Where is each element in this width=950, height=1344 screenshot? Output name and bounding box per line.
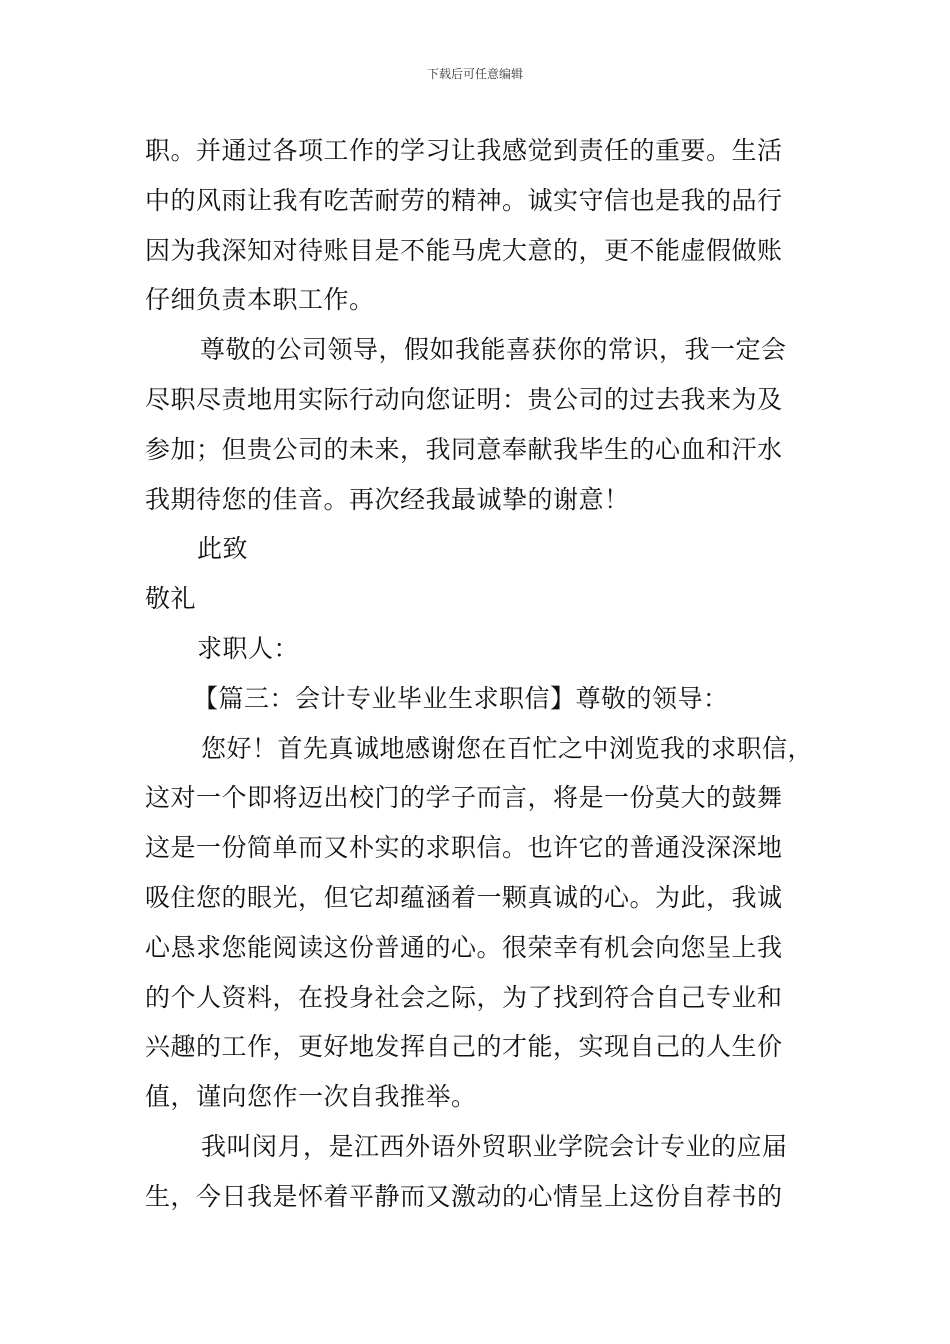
paragraph-line: 这对一个即将迈出校门的学子而言，将是一份莫大的鼓舞 (145, 783, 783, 813)
paragraph-line: 因为我深知对待账目是不能马虎大意的，更不能虚假做账 (145, 235, 783, 265)
paragraph-line: 值，谨向您作一次自我推举。 (145, 1082, 477, 1112)
paragraph-line: 仔细负责本职工作。 (145, 285, 375, 315)
paragraph-line: 吸住您的眼光，但它却蕴涵着一颗真诚的心。为此，我诚 (145, 882, 783, 912)
document-body (145, 126, 845, 1222)
paragraph-line: 中的风雨让我有吃苦耐劳的精神。诚实守信也是我的品行 (145, 185, 783, 215)
paragraph-line: 心恳求您能阅读这份普通的心。很荣幸有机会向您呈上我 (145, 932, 783, 962)
paragraph-line: 的个人资料，在投身社会之际，为了找到符合自己专业和 (145, 982, 783, 1012)
closing-salutation: 此致 (197, 534, 249, 564)
paragraph-line: 生，今日我是怀着平静而又激动的心情呈上这份自荐书的 (145, 1181, 783, 1211)
paragraph-line: 我叫闵月，是江西外语外贸职业学院会计专业的应届 (201, 1131, 788, 1161)
paragraph-line: 您好！首先真诚地感谢您在百忙之中浏览我的求职信， (201, 733, 814, 763)
page-header-note: 下载后可任意编辑 (426, 67, 523, 81)
paragraph-line: 尊敬的公司领导，假如我能喜获你的常识，我一定会 (200, 335, 787, 365)
paragraph-line: 兴趣的工作，更好地发挥自己的才能，实现自己的人生价 (145, 1032, 783, 1062)
paragraph-line: 职。并通过各项工作的学习让我感觉到责任的重要。生活 (145, 136, 783, 165)
paragraph-line: 我期待您的佳音。再次经我最诚挚的谢意！ (145, 484, 630, 514)
paragraph-line: 这是一份简单而又朴实的求职信。也许它的普通没深深地 (145, 833, 783, 863)
closing-regards: 敬礼 (145, 584, 197, 614)
paragraph-line: 参加；但贵公司的未来，我同意奉献我毕生的心血和汗水 (145, 434, 783, 464)
signature-label: 求职人： (197, 633, 300, 663)
section-title: 【篇三：会计专业毕业生求职信】尊敬的领导： (193, 683, 729, 713)
paragraph-line: 尽职尽责地用实际行动向您证明：贵公司的过去我来为及 (145, 384, 783, 414)
